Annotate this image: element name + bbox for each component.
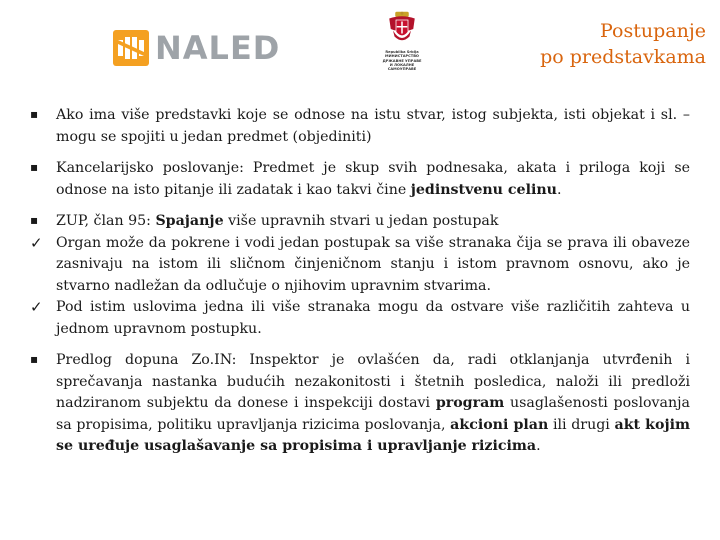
checkmark-icon: ✓ [30, 233, 43, 252]
square-bullet-icon [30, 105, 50, 127]
square-bullet-icon [30, 211, 50, 233]
bullet-item-zup-article-95: ▪ ZUP, član 95: Spajanje više upravnih stvari u jedan postupak [30, 211, 690, 233]
check-text: Pod istim uslovima jedna ili više stranaka mogu da ostvare više različitih zahteva u jednom upravnom postupku. [56, 299, 690, 337]
ministry-logo [372, 10, 432, 88]
square-bullet-icon [30, 350, 50, 372]
naled-mark-icon [113, 30, 149, 66]
check-text: Organ može da pokrene i vodi jedan postupak sa više stranaka čija se prava ili obaveze zasnivaju na istom ili sličnom činjeničnom stanju i istom pravnom osnovu, ako je stvarno nadležan da odlučuje o njihovim upravnim stvarima. [56, 234, 690, 294]
title-line-2: po predstavkama [540, 46, 706, 68]
header [0, 0, 720, 90]
bullet-item-merge-complaints [30, 105, 690, 148]
square-bullet-icon [30, 158, 50, 180]
check-item-multiple-requests [30, 297, 690, 340]
checkmark-icon: ✓ [30, 298, 43, 316]
serbia-coat-of-arms-icon [387, 10, 417, 48]
bullet-list [30, 105, 690, 458]
bullet-item-zoin-proposal: ▪ Predlog dopuna Zo.IN: Inspektor je ovlašćen da, radi otklanjanja utvrđenih i sprečavanja nastanka budućih nezakonitosti i štetnih posledica, naloži ili predloži nadziranom subjektu da donese i inspekciji dostavi program usaglašenosti poslovanja sa propisima, politiku upravljanja rizicima poslovanja, akcioni plan ili drugi akt kojim se uređuje usaglašavanje sa propisima i upravljanje rizicima. [30, 350, 690, 458]
check-item-single-procedure [30, 233, 690, 298]
naled-logo-text: NALED [155, 29, 281, 67]
title-line-1: Postupanje [600, 20, 706, 42]
bullet-item-office-management: ▪ Kancelarijsko poslovanje: Predmet je skup svih podnesaka, akata i priloga koji se odnose na isto pitanje ili zadatak i kao takvi čine jedinstvenu celinu. [30, 158, 690, 201]
ministry-caption: Republika Srbija МИНИСТАРСТВО ДРЖАВНЕ УПРАВЕ И ЛОКАЛНЕ САМОУПРАВЕ [382, 50, 422, 72]
naled-logo [113, 29, 281, 68]
page-title [540, 18, 706, 70]
bullet-text: Ako ima više predstavki koje se odnose na istu stvar, istog subjekta, isti objekat i sl. – mogu se spojiti u jedan predmet (objediniti) [56, 107, 690, 145]
